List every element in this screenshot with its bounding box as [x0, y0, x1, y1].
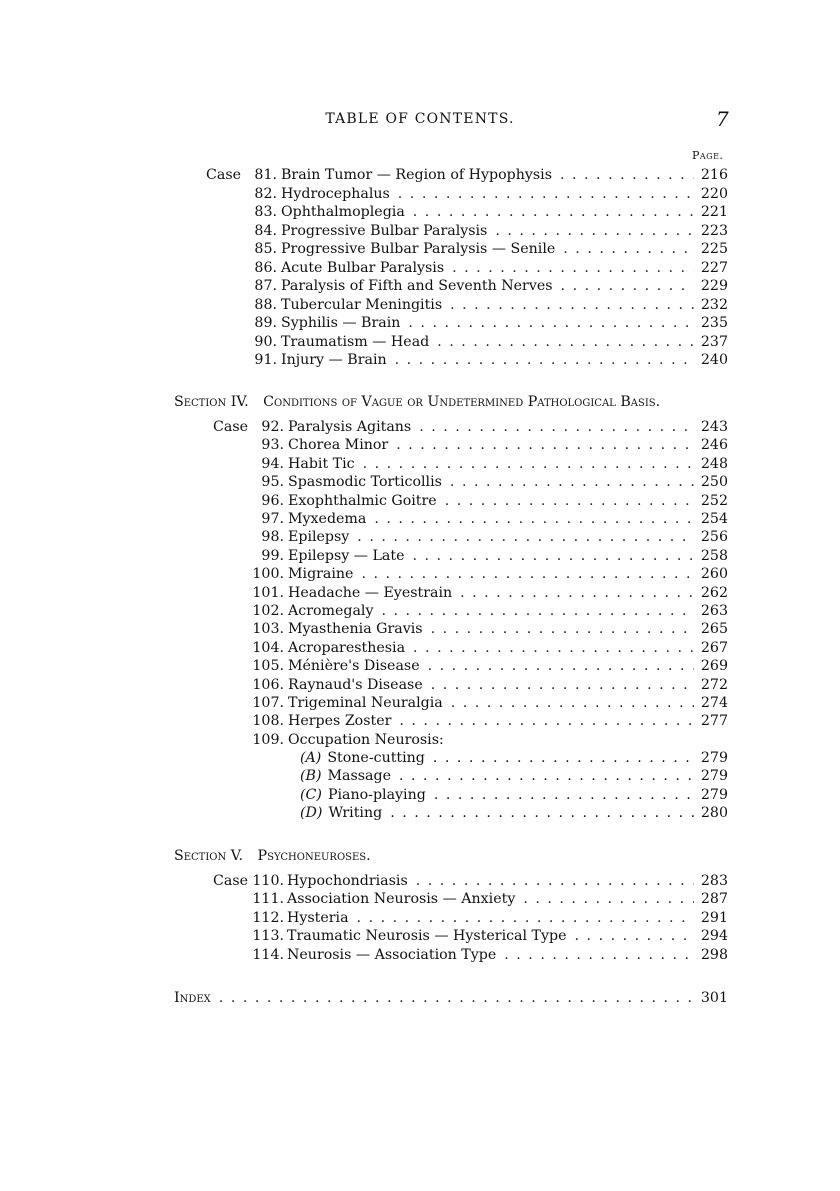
dot-leader	[561, 277, 694, 295]
case-number: 89.	[254, 315, 277, 331]
entry-title-line	[281, 240, 728, 258]
case-number: 84.	[254, 222, 277, 239]
toc-entry[interactable]	[0, 712, 840, 730]
entry-title: Hypochondriasis	[287, 873, 408, 889]
entry-title-line	[288, 510, 728, 528]
subentry-page: 279	[700, 768, 728, 785]
toc-entry[interactable]	[0, 203, 840, 221]
entry-page: 269	[700, 658, 728, 675]
case-number: 82.	[254, 185, 277, 202]
dot-leader	[408, 314, 694, 332]
entry-page: 220	[700, 185, 728, 202]
index-page: 301	[700, 990, 728, 1006]
entry-title-line	[288, 565, 728, 583]
dot-leader	[390, 804, 694, 822]
entry-page: 262	[700, 584, 728, 601]
toc-entry[interactable]	[0, 333, 840, 351]
entry-page: 274	[700, 695, 728, 711]
entry-title-line	[287, 946, 728, 964]
entry-title: Neurosis — Association Type	[287, 946, 497, 963]
entry-title-line	[287, 872, 728, 890]
dot-leader	[445, 492, 694, 510]
dot-leader	[413, 639, 694, 657]
entry-title-line	[281, 351, 728, 369]
dot-leader	[413, 203, 694, 221]
entry-page: 227	[700, 259, 728, 276]
toc-entry[interactable]	[0, 455, 840, 473]
dot-leader	[450, 473, 694, 491]
entry-title-line	[288, 492, 728, 510]
entry-title: Myxedema	[288, 511, 367, 527]
case-number: 108.	[252, 713, 284, 730]
toc-entry[interactable]	[0, 492, 840, 510]
entry-page: 298	[700, 946, 728, 963]
entry-page: 291	[700, 909, 728, 926]
toc-subentry[interactable]	[0, 786, 840, 804]
toc-entry[interactable]	[0, 927, 840, 945]
case-number: 97.	[261, 511, 284, 527]
entry-title-line	[287, 890, 728, 908]
entry-title-line	[281, 259, 728, 277]
subentry-title-line	[300, 786, 728, 804]
entry-title-line	[281, 296, 728, 314]
entry-title: Herpes Zoster	[288, 713, 392, 730]
entry-title: Chorea Minor	[288, 437, 389, 454]
index-label: Index	[174, 990, 211, 1006]
entry-page: 216	[700, 167, 728, 183]
entry-title-line	[281, 185, 728, 203]
case-number: 86.	[254, 259, 277, 276]
case-number: 104.	[252, 639, 284, 656]
entry-title-line	[288, 676, 728, 694]
entry-title-line	[281, 166, 728, 184]
entry-title-line	[288, 731, 728, 749]
subentry-page: 279	[700, 786, 728, 803]
entry-page: 235	[700, 315, 728, 331]
running-header-title: TABLE OF CONTENTS.	[325, 111, 515, 127]
case-label: Case	[213, 419, 248, 435]
dot-leader	[381, 602, 694, 620]
section-iv-label: Section IV.	[174, 394, 249, 410]
case-number: 94.	[261, 455, 284, 472]
toc-entry[interactable]	[0, 277, 840, 295]
toc-entry[interactable]	[0, 909, 840, 927]
toc-subentry[interactable]	[0, 804, 840, 822]
dot-leader	[399, 767, 694, 785]
case-number: 81.	[254, 167, 277, 183]
section-v-title: Psychoneuroses.	[257, 848, 371, 864]
toc-entry[interactable]	[0, 694, 840, 712]
entry-title: Injury — Brain	[281, 352, 387, 368]
subentry-title: Massage	[327, 768, 391, 785]
dot-leader	[219, 989, 694, 1007]
subentry-title: Writing	[328, 805, 383, 822]
entry-title: Brain Tumor — Region of Hypophysis	[281, 167, 552, 183]
dot-leader	[560, 166, 694, 184]
entry-page: 250	[700, 474, 728, 491]
entry-title: Traumatism — Head	[281, 333, 430, 350]
entry-page: 287	[700, 891, 728, 908]
dot-leader	[395, 351, 694, 369]
entry-title: Tubercular Meningitis	[281, 296, 443, 313]
case-number: 90.	[254, 333, 277, 350]
entry-page: 225	[700, 241, 728, 257]
dot-leader	[434, 786, 694, 804]
entry-page: 237	[700, 333, 728, 350]
dot-leader	[357, 909, 694, 927]
subentry-title: Piano-playing	[327, 786, 426, 803]
entry-title: Ménière's Disease	[288, 658, 420, 675]
dot-leader	[450, 296, 694, 314]
entry-title-line	[288, 694, 728, 712]
dot-leader	[437, 333, 694, 351]
entry-title-line	[288, 639, 728, 657]
entry-page: 263	[700, 603, 728, 619]
entry-title: Association Neurosis — Anxiety	[287, 891, 516, 908]
entry-page: 240	[700, 352, 728, 368]
entry-title: Epilepsy — Late	[288, 547, 405, 564]
case-number: 101.	[252, 584, 284, 601]
entry-page: 252	[700, 492, 728, 509]
toc-subentry[interactable]	[0, 767, 840, 785]
entry-page: 294	[700, 928, 728, 945]
case-number: 110.	[252, 873, 284, 889]
section-iv-heading	[174, 394, 660, 410]
entry-title: Acute Bulbar Paralysis	[281, 259, 445, 276]
entry-page: 223	[700, 222, 728, 239]
entry-title: Exophthalmic Goitre	[288, 492, 437, 509]
entry-page: 256	[700, 529, 728, 546]
toc-entry[interactable]	[0, 620, 840, 638]
subentry-letter: (A)	[300, 750, 322, 766]
entry-title: Syphilis — Brain	[281, 315, 401, 331]
dot-leader	[412, 547, 694, 565]
section-v-heading	[174, 848, 371, 864]
subentry-title-line	[300, 767, 728, 785]
dot-leader	[575, 927, 694, 945]
case-number: 103.	[252, 621, 284, 638]
entry-page: 243	[700, 419, 728, 435]
entry-page: 248	[700, 455, 728, 472]
case-number: 85.	[254, 241, 277, 257]
entry-page: 232	[700, 296, 728, 313]
case-number: 91.	[254, 352, 277, 368]
dot-leader	[357, 528, 694, 546]
entry-title-line	[288, 528, 728, 546]
case-number: 114.	[252, 946, 284, 963]
dot-leader	[399, 712, 694, 730]
case-number: 106.	[252, 676, 284, 693]
page-column-label: Page.	[692, 149, 724, 162]
dot-leader	[460, 584, 694, 602]
entry-title: Migraine	[288, 566, 354, 583]
entry-page: 229	[700, 278, 728, 294]
subentry-title-line	[300, 804, 728, 822]
subentry-page: 280	[700, 805, 728, 822]
entry-title: Progressive Bulbar Paralysis — Senile	[281, 241, 556, 257]
toc-entry[interactable]	[0, 872, 840, 890]
entry-page: 254	[700, 511, 728, 527]
dot-leader	[504, 946, 694, 964]
toc-subentry[interactable]	[0, 749, 840, 767]
toc-entry[interactable]	[0, 602, 840, 620]
entry-title-line	[288, 418, 728, 436]
entry-page: 265	[700, 621, 728, 638]
entry-title-line	[281, 314, 728, 332]
section-iv-title: Conditions of Vague or Undetermined Pathological Basis.	[263, 394, 661, 410]
case-number: 111.	[252, 891, 284, 908]
entry-title-line	[281, 333, 728, 351]
entry-title: Ophthalmoplegia	[281, 204, 405, 220]
entry-title-line	[288, 584, 728, 602]
toc-entry[interactable]	[0, 946, 840, 964]
case-number: 113.	[252, 928, 284, 945]
entry-title-line	[287, 909, 728, 927]
toc-entry[interactable]	[0, 296, 840, 314]
dot-leader	[374, 510, 694, 528]
entry-page: 283	[700, 873, 728, 889]
case-number: 88.	[254, 296, 277, 313]
entry-page: 246	[700, 437, 728, 454]
entry-page: 260	[700, 566, 728, 583]
toc-entry[interactable]	[0, 890, 840, 908]
toc-entry[interactable]	[0, 240, 840, 258]
entry-title: Raynaud's Disease	[288, 676, 423, 693]
entry-title-line	[288, 455, 728, 473]
subentry-title-line	[300, 749, 728, 767]
dot-leader	[431, 620, 694, 638]
case-number: 92.	[261, 419, 284, 435]
toc-entry[interactable]	[0, 731, 840, 749]
subentry-letter: (D)	[300, 805, 323, 822]
toc-entry[interactable]	[0, 222, 840, 240]
dot-leader	[419, 418, 694, 436]
case-number: 95.	[261, 474, 284, 491]
toc-entry[interactable]	[0, 676, 840, 694]
case-number: 112.	[252, 909, 284, 926]
dot-leader	[363, 455, 694, 473]
entry-title: Trigeminal Neuralgia	[288, 695, 443, 711]
dot-leader	[523, 890, 694, 908]
entry-title-line	[288, 620, 728, 638]
case-number: 99.	[261, 547, 284, 564]
subentry-page: 279	[700, 750, 728, 766]
dot-leader	[433, 749, 694, 767]
toc-entry[interactable]	[0, 259, 840, 277]
toc-entry[interactable]	[0, 584, 840, 602]
entry-title-line	[288, 657, 728, 675]
case-label: Case	[206, 167, 241, 183]
toc-entry[interactable]	[0, 185, 840, 203]
entry-title-line	[288, 547, 728, 565]
toc-entry[interactable]	[0, 510, 840, 528]
toc-entry[interactable]	[0, 528, 840, 546]
toc-entry[interactable]	[0, 436, 840, 454]
dot-leader	[416, 872, 694, 890]
entry-title: Paralysis of Fifth and Seventh Nerves	[281, 278, 553, 294]
toc-entry[interactable]	[0, 314, 840, 332]
section-v-label: Section V.	[174, 848, 244, 864]
toc-entry[interactable]	[0, 166, 840, 184]
case-number: 98.	[261, 529, 284, 546]
entry-title-line	[288, 602, 728, 620]
entry-title: Headache — Eyestrain	[288, 584, 453, 601]
case-number: 102.	[252, 603, 284, 619]
toc-entry[interactable]	[0, 473, 840, 491]
toc-entry[interactable]	[0, 565, 840, 583]
dot-leader	[563, 240, 694, 258]
entry-page: 221	[700, 204, 728, 220]
dot-leader	[396, 436, 694, 454]
entry-page: 277	[700, 713, 728, 730]
case-label: Case	[213, 873, 248, 889]
entry-title-line	[288, 712, 728, 730]
page-number: 7	[716, 107, 729, 131]
entry-page: 258	[700, 547, 728, 564]
dot-leader	[428, 657, 694, 675]
dot-leader	[452, 259, 694, 277]
entry-title: Occupation Neurosis:	[288, 731, 444, 748]
case-number: 96.	[261, 492, 284, 509]
toc-entry[interactable]	[0, 657, 840, 675]
entry-title-line	[287, 927, 728, 945]
dot-leader	[495, 222, 694, 240]
dot-leader	[398, 185, 694, 203]
index-entry[interactable]	[0, 989, 840, 1007]
case-number: 87.	[254, 278, 277, 294]
case-number: 107.	[252, 695, 284, 711]
entry-title-line	[288, 436, 728, 454]
subentry-letter: (C)	[300, 786, 322, 803]
entry-title: Spasmodic Torticollis	[288, 474, 442, 491]
entry-title: Traumatic Neurosis — Hysterical Type	[287, 928, 567, 945]
entry-page: 267	[700, 639, 728, 656]
entry-title: Hysteria	[287, 909, 349, 926]
entry-title: Myasthenia Gravis	[288, 621, 423, 638]
dot-leader	[361, 565, 694, 583]
subentry-title: Stone-cutting	[327, 750, 425, 766]
dot-leader	[431, 676, 694, 694]
entry-title: Paralysis Agitans	[288, 419, 412, 435]
subentry-letter: (B)	[300, 768, 322, 785]
entry-title-line	[281, 203, 728, 221]
toc-entry[interactable]	[0, 639, 840, 657]
toc-entry[interactable]	[0, 418, 840, 436]
case-number: 100.	[252, 566, 284, 583]
entry-page: 272	[700, 676, 728, 693]
entry-title: Hydrocephalus	[281, 185, 390, 202]
entry-title: Acroparesthesia	[288, 639, 406, 656]
case-number: 105.	[252, 658, 284, 675]
entry-title: Progressive Bulbar Paralysis	[281, 222, 488, 239]
case-number: 83.	[254, 204, 277, 220]
toc-entry[interactable]	[0, 547, 840, 565]
entry-title-line	[288, 473, 728, 491]
entry-title-line	[281, 277, 728, 295]
entry-title: Epilepsy	[288, 529, 350, 546]
entry-title: Acromegaly	[288, 603, 374, 619]
case-number: 93.	[261, 437, 284, 454]
toc-entry[interactable]	[0, 351, 840, 369]
entry-title-line	[281, 222, 728, 240]
dot-leader	[451, 694, 694, 712]
entry-title: Habit Tic	[288, 455, 355, 472]
case-number: 109.	[252, 731, 284, 748]
